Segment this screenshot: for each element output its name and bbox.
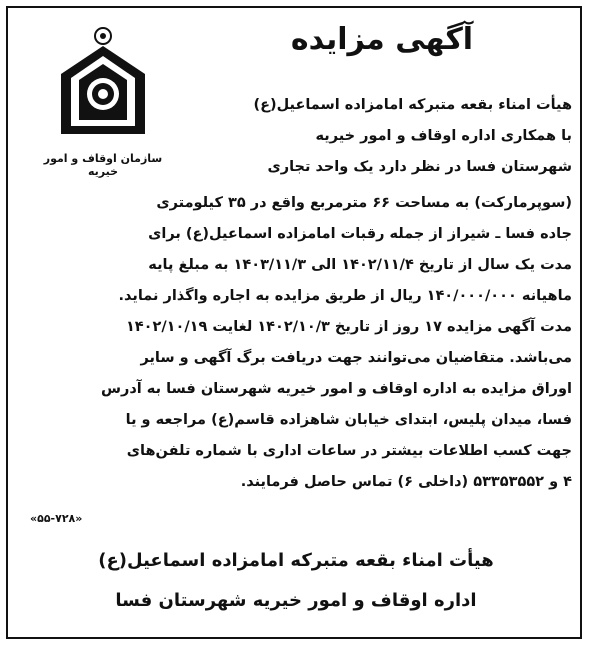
body-line: هیأت امناء بقعه متبرکه امامزاده اسماعیل(ع) xyxy=(253,97,572,113)
body-line: شهرستان فسا در نظر دارد یک واحد تجاری xyxy=(267,159,572,175)
body-line: ماهیانه ۱۴۰/۰۰۰/۰۰۰ ریال از طریق مزایده به اجاره واگذار نماید. xyxy=(118,288,572,304)
body-line: مدت آگهی مزایده ۱۷ روز از تاریخ ۱۴۰۲/۱۰/۳ لغایت ۱۴۰۲/۱۰/۱۹ xyxy=(125,319,572,335)
body-line: ۴ و ۵۳۳۵۳۵۵۲ (داخلی ۶) تماس حاصل فرمایند. xyxy=(240,474,572,490)
body-line: جهت کسب اطلاعات بیشتر در ساعات اداری با شماره تلفن‌های xyxy=(126,443,572,459)
body-line: می‌باشد. متقاضیان می‌توانند جهت دریافت برگ آگهی و سایر xyxy=(140,350,572,366)
logo-caption: سازمان اوقاف و امور خیریه xyxy=(43,152,163,178)
signature-office: اداره اوقاف و امور خیریه شهرستان فسا xyxy=(115,590,477,611)
body-line: جاده فسا ـ شیراز از جمله رقبات امامزاده اسماعیل(ع) برای xyxy=(148,226,572,242)
notice-body-top xyxy=(202,90,572,183)
notice-title: آگهی مزایده xyxy=(290,22,474,57)
notice-body xyxy=(20,188,572,498)
body-line: اوراق مزایده به اداره اوقاف و امور خیریه شهرستان فسا به آدرس xyxy=(100,381,572,397)
body-line: فسا، میدان پلیس، ابتدای خیابان شاهزاده قاسم(ع) مراجعه و یا xyxy=(125,412,572,428)
body-line: با همکاری اداره اوقاف و امور خیریه xyxy=(315,128,572,144)
organization-logo xyxy=(28,24,178,184)
endowment-emblem-icon xyxy=(53,24,153,149)
notice-code: «۵۵-۷۲۸» xyxy=(30,512,83,525)
body-line: (سوپرمارکت) به مساحت ۶۶ مترمربع واقع در ۳۵ کیلومتری xyxy=(156,195,572,211)
body-line: مدت یک سال از تاریخ ۱۴۰۲/۱۱/۴ الی ۱۴۰۳/۱۱/۳ به مبلغ پایه xyxy=(148,257,572,273)
signature-trustees: هیأت امناء بقعه متبرکه امامزاده اسماعیل(ع) xyxy=(98,550,494,571)
